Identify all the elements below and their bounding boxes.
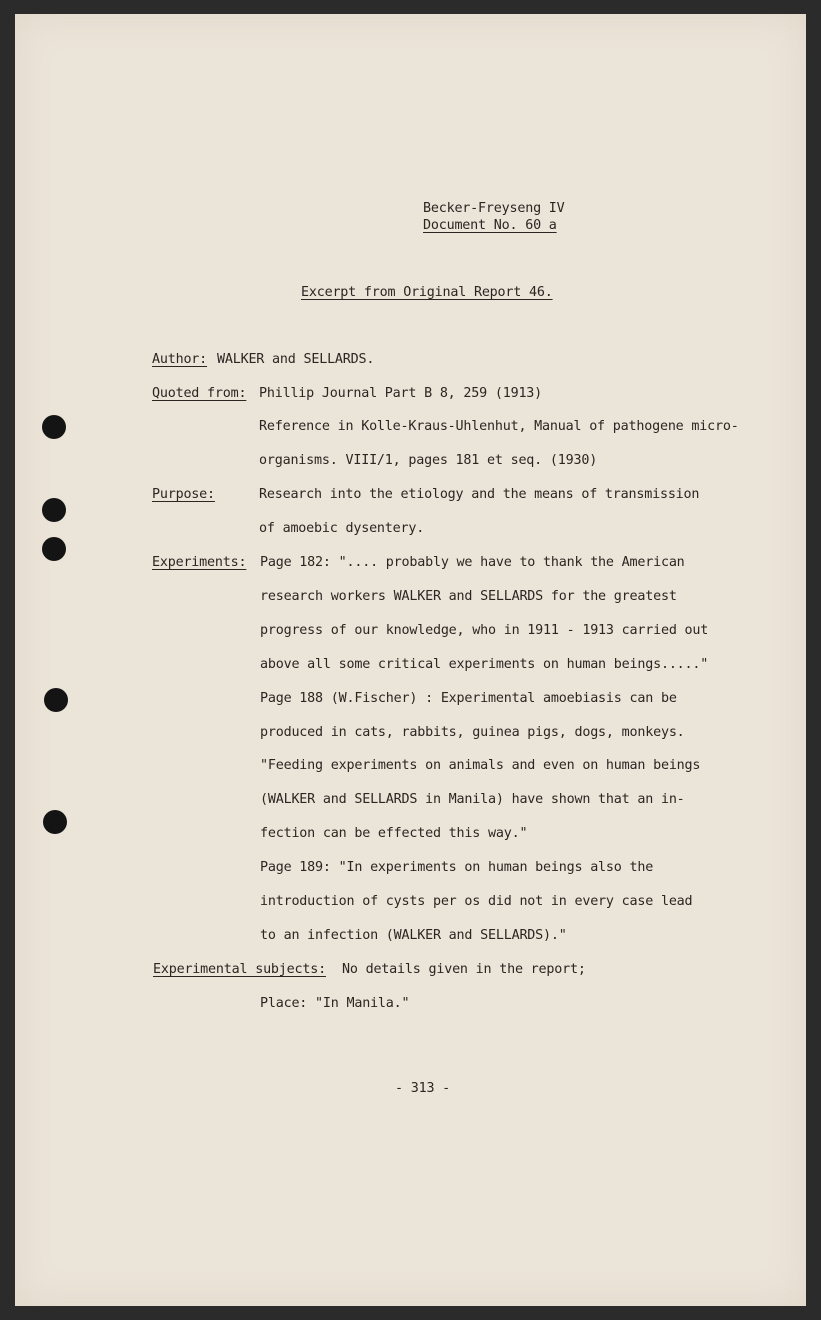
experimental-subjects-label: Experimental subjects: bbox=[153, 962, 326, 977]
experiments-line: Page 188 (W.Fischer) : Experimental amoebiasis can be bbox=[260, 691, 677, 706]
experiments-label: Experiments: bbox=[152, 555, 247, 570]
punch-hole bbox=[42, 498, 66, 522]
experiments-line: Page 182: ".... probably we have to thank the American bbox=[260, 555, 685, 570]
punch-hole bbox=[42, 415, 66, 439]
experiments-line: "Feeding experiments on animals and even on human beings bbox=[260, 758, 701, 773]
author-label: Author: bbox=[152, 352, 208, 367]
collection-label: Becker-Freyseng IV bbox=[423, 201, 565, 216]
experimental-subjects-value: No details given in the report; bbox=[342, 962, 586, 977]
quoted-from-label: Quoted from: bbox=[152, 386, 247, 401]
quoted-from-line: Reference in Kolle-Kraus-Uhlenhut, Manual of pathogene micro- bbox=[259, 419, 739, 434]
experiments-line: to an infection (WALKER and SELLARDS)." bbox=[260, 928, 567, 943]
experiments-line: above all some critical experiments on human beings....." bbox=[260, 657, 709, 672]
experiments-line: produced in cats, rabbits, guinea pigs, dogs, monkeys. bbox=[260, 725, 685, 740]
punch-hole bbox=[42, 537, 66, 561]
experiments-line: Page 189: "In experiments on human beings also the bbox=[260, 860, 654, 875]
place-line: Place: "In Manila." bbox=[260, 996, 410, 1011]
experiments-line: research workers WALKER and SELLARDS for the greatest bbox=[260, 589, 677, 604]
purpose-line: of amoebic dysentery. bbox=[259, 521, 425, 536]
purpose-label: Purpose: bbox=[152, 487, 215, 502]
punch-hole bbox=[43, 810, 67, 834]
experiments-line: fection can be effected this way." bbox=[260, 826, 528, 841]
page-number: - 313 - bbox=[395, 1081, 451, 1096]
quoted-from-line: Phillip Journal Part B 8, 259 (1913) bbox=[259, 386, 543, 401]
author-value: WALKER and SELLARDS. bbox=[217, 352, 375, 367]
document-title: Excerpt from Original Report 46. bbox=[301, 285, 553, 300]
document-page bbox=[15, 14, 806, 1306]
punch-hole bbox=[44, 688, 68, 712]
document-number: Document No. 60 a bbox=[423, 218, 557, 233]
experiments-line: (WALKER and SELLARDS in Manila) have shown that an in- bbox=[260, 792, 685, 807]
experiments-line: introduction of cysts per os did not in every case lead bbox=[260, 894, 693, 909]
quoted-from-line: organisms. VIII/1, pages 181 et seq. (1930) bbox=[259, 453, 598, 468]
experiments-line: progress of our knowledge, who in 1911 - 1913 carried out bbox=[260, 623, 709, 638]
purpose-line: Research into the etiology and the means of transmission bbox=[259, 487, 700, 502]
